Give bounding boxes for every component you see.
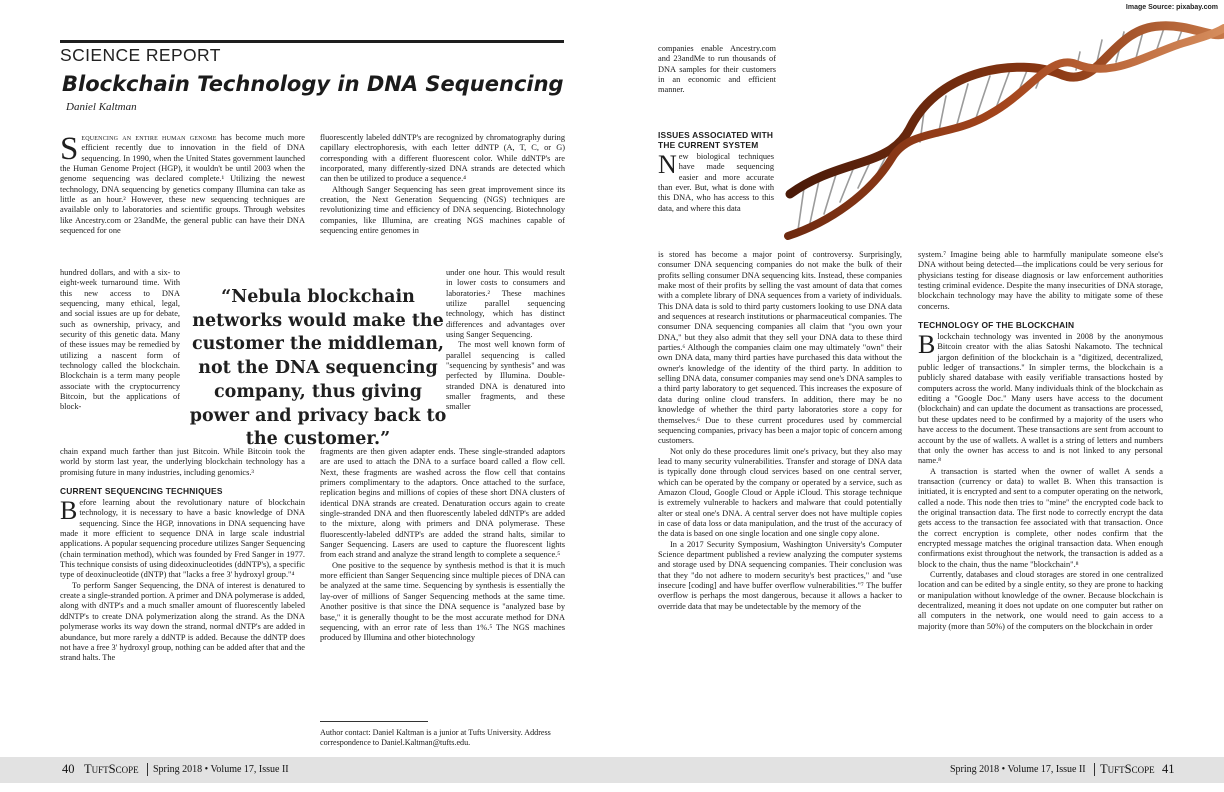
issues-paragraph-3: Not only do these procedures limit one's privacy, but they also may lead to many security vulnerabilities. Transfer and storage of DNA data is typically done through cloud services based on one central server, which can be operated by the company or operated by a service, such as Amazon Cloud, Google Cloud or Apple iCloud. This storage technique is extremely vulnerable to hackers and malware that could potentially alter or steal one's DNA. A central server does not have multiple copies in case of data loss or data manipulation, and the trust of the accuracy of the data is based on one single location and one single copy alone. [658,446,902,539]
dna-strand-front [788,28,1224,236]
dna-helix-image [780,8,1224,248]
col1-continued [60,447,305,752]
dropcap: S [60,133,79,167]
colB-paragraph-0: system.⁷ Imagine being able to harmfully manipulate someone else's DNA without being detected—the implications could be very serious for physicians testing for disease diagnosis or law enforcement authorities testing criminal evidence. Despite the many insecurities of DNA storage, blockchain technology may have the ability to mitigate some of these concerns. [918,250,1163,311]
footer-right [612,757,1224,783]
dropcap: B [60,496,78,526]
footer-left [0,757,612,783]
dropcap: N [658,150,677,179]
col2-continued [320,447,565,715]
issue-info: Spring 2018 • Volume 17, Issue II [950,764,1086,775]
colA-top-paragraph: companies enable Ancestry.com and 23andMe to run thousands of DNA samples for their customers in an economic and efficient manner. [658,44,776,95]
dropcap: B [918,330,936,360]
contact-rule [320,721,428,722]
sequencing-paragraph-1: Before learning about the revolutionary nature of blockchain technology, it is necessary to have a basic knowledge of DNA sequencing. Since the HGP, innovations in DNA sequencing have made it more efficient to sequence DNA in large scale industrial applications. A popular sequencing procedure utilizes Sanger Sequencing (chain termination method), which was founded by Fred Sanger in 1977. This technique consists of using dideoxinucleotides (ddNTP's), a specific type of deoxinucleotide (dNTP) that "lacks a free 3' hydroxyl group."⁴ [60,496,305,580]
article-author: Daniel Kaltman [66,101,137,113]
issues-paragraph-2: is stored has become a major point of controversy. Surprisingly, consumer DNA sequencing companies do not make the bulk of their profits selling consumer DNA sequencing kits. Instead, these companies make most of their profits by selling the vast amount of data that comes with a complete library of DNA sequences from a variety of individuals. This DNA data is sold to third party customers looking to use DNA data and sequences at research institutions or pharmaceutical companies. The consumer DNA sequencing companies all claim that "you own your DNA," but they also admit that they sell your DNA data to these third parties.⁶ Although the companies claim one may ultimately "own" their own DNA data, many third parties have purchased this data without the owner's knowledge of the identity of the third party. In addition to selling DNA data, consumer companies may send one's DNA samples to a third party laboratory to get sequenced. This increases the exposure of data during online cloud transfers. In addition, there may be no knowledge of whether the third party laboratories store a copy for themselves.⁶ Due to these current procedures used by commercial sequencing companies, privacy has been a major topic of concern among customers. [658,250,902,446]
blockchain-paragraph-1: Blockchain technology was invented in 2008 by the anonymous Bitcoin creator with the alias Satoshi Nakamoto. The technical jargon definition of the blockchain is a "digitized, decentralized, public ledger of transactions." In simpler terms, the blockchain is a publicly shared database with easily verifiable transactions hosted by computers across the world. Many individuals think of the blockchain as editing a "Google Doc." Many users have access to the document (blockchain) and can update the document as transactions are processed, but these updates need to be confirmed by a majority of the users who have access to the document. These transactions are sent from account to account by the use of wallets. A wallet is a string of letters and numbers that only the owner has access to and is not linked to any personal name.⁸ [918,330,1163,466]
col2-narrow [446,268,565,450]
col2-paragraph-4: One positive to the sequence by synthesis method is that it is much more efficient than Sanger Sequencing since multiple pieces of DNA can be analyzed at the same time. Sequencing by synthesis is essentially the lay-over of millions of Sanger Sequencing methods at the same time. Another positive is that since the DNA sequence is "analyzed base by base," it is generally thought to be the most accurate method for DNA sequencing, with an error rate of less than 1%.⁵ The NGS machines produced by Illumina and other biotechnology [320,560,565,643]
col1-intro [60,133,305,269]
col2-paragraph-2: Although Sanger Sequencing has seen great improvement since its creation, the Next Generation Sequencing (NGS) techniques are revolutionizing time and efficiency of DNA sequencing. Biotechnology companies, like Illumina, are creating NGS machines capable of sequencing entire genomes in [320,184,565,236]
sequencing-paragraph-2: To perform Sanger Sequencing, the DNA of interest is denatured to create a single-stranded portion. A primer and DNA polymerase is added, along with dNTP's and a much smaller amount of fluorescently labeled ddNTP's to create DNA polymerization along the strand. As the DNA polymerase works its way down the strand, normal dNTP's are added in abundance, but more rarely a ddNTP is added. Because the ddNTP does not have a free 3' hydroxyl group, nothing can be added after that and the strand halts. The [60,580,305,663]
col1-narrow [60,268,180,450]
journal-brand: TuftScope [1100,762,1155,776]
blockchain-paragraph-2: A transaction is started when the owner of wallet A sends a transaction (currency or data) to wallet B. When this transaction is initiated, it is encrypted and sent to a computer operating on the network, called a node. This node then tries to "mine" the encrypted code back to the original transaction data. The first node to correctly encrypt the data gets access to the transaction fee associated with that transaction. Once the correct encryption is complete, other nodes confirm that the encrypted message matches the original transaction data. When enough confirmations exist throughout the network, the transaction is added as a block to the chain, thus the name "blockchain".⁸ [918,466,1163,569]
col2-paragraph-1: fluorescently labeled ddNTP's are recognized by chromatography during capillary electrophoresis, with each letter ddNTP (A, T, C, or G) corresponding with a different fluorescent color. While ddNTP's are incorporated, many differently-sized DNA strands are detected which can then be utilized to produce a sequence.⁴ [320,133,565,184]
col2-paragraph-3: fragments are then given adapter ends. These single-stranded adaptors are are used to attach the DNA to a surface board called a flow cell. Next, these fragments are washed across the flow cell that contains primers complimentary to the adaptors. Once attached to the surface, replication begins and millions of copies of these short DNA clusters of identical DNA strands are created. Denaturation occurs again to create single-stranded DNA and then fluorescently labeled ddNTP's are added to the mixture, along with primers and DNA polymerase. These fluorescently-labeled ddNTP's are added the strand halts, similar to Sanger Sequencing. Lasers are used to capture the fluorescent lights from each strand and analyze the strand length to complete a sequence.⁵ [320,447,565,560]
colA-narrow-top [658,44,776,120]
footer-divider [1094,763,1095,776]
subhead-current-sequencing: CURRENT SEQUENCING TECHNIQUES [60,486,223,497]
right-page [612,0,1224,792]
image-source: Image Source: pixabay.com [1125,4,1218,11]
pull-quote: “Nebula blockchain networks would make the customer the middleman, not the DNA sequencing company, thus giving power and privacy back to the customer.” [189,287,447,450]
page-number: 40 [62,762,75,776]
issues-paragraph-1: New biological techniques have made sequencing easier and more accurate than ever. But, what is done with this DNA, who has access to this data, and where this data [658,150,774,213]
footer-divider [147,763,148,776]
colB [918,250,1163,752]
section-rule [60,40,564,43]
subhead-blockchain: TECHNOLOGY OF THE BLOCKCHAIN [918,320,1075,331]
colA-wide [658,250,902,752]
section-label: SCIENCE REPORT [60,45,221,65]
subhead-issues: ISSUES ASSOCIATED WITH THE CURRENT SYSTEM [658,130,774,150]
colA-narrow-issues [658,122,774,250]
col2-top [320,133,565,269]
col2-narrow-paragraph-1: under one hour. This would result in lower costs to consumers and laboratories.² These machines utilize parallel sequencing technology, which has distinct differences and advantages over using Sanger Sequencing. [446,268,565,340]
issue-info: Spring 2018 • Volume 17, Issue II [153,764,289,775]
blockchain-paragraph-3: Currently, databases and cloud storages are stored in one centralized location and can be edited by a single entity, so they are prone to hacking or manipulation without knowledge of the owner. Because blockchain is decentralized, meaning it does not update on one computer but rather on all computers in the network, one would need to gain access to a majority (more than 50%) of the computers on the blockchain in order [918,569,1163,631]
page-number: 41 [1162,762,1175,776]
narrow-paragraph: hundred dollars, and with a six- to eight-week turnaround time. With this new access to DNA sequencing, many ethical, legal, and social issues are up for debate, such as ownership, privacy, and security of this genetic data. Many of these issues may be remedied by utilizing a nascent form of technology called the blockchain. Blockchain is a term many people associate with the cryptocurrency Bitcoin, but the applications of block- [60,268,180,412]
col2-narrow-paragraph-2: The most well known form of parallel sequencing is called "sequencing by synthesis" and was perfected by Illumina. Double-stranded DNA is denatured into smaller fragments, and these smaller [446,340,565,412]
journal-brand: TuftScope [84,762,139,776]
intro-paragraph: Sequencing an entire human genome has become much more efficient recently due to innovation in the field of DNA sequencing. In 1990, when the United States government launched the Human Genome Project (HGP), it wouldn't be until 2003 when the genome sequencing was declared complete.¹ Utilizing the newest technology, DNA sequencing by genetics company Illumina can take as little as an hour.² However, these new sequencing techniques are available only to laboratories and scientific groups. Through websites like Ancestry.com or 23andMe, the general public can have their DNA sequenced for one [60,133,305,236]
article-title: Blockchain Technology in DNA Sequencing [62,72,564,96]
genomics-paragraph: chain expand much farther than just Bitcoin. While Bitcoin took the world by storm last year, the underlying blockchain technology has a promising future in many industries, including genomics.³ [60,447,305,477]
issues-paragraph-4: In a 2017 Security Symposium, Washington University's Computer Science department published a review analyzing the computer systems and storage used by DNA sequencing companies. Their conclusion was that they "do not adhere to modern security's best practices," and "use insecure [coding] and have buffer overflow vulnerabilities."⁷ The buffer overflow is perhaps the most dangerous, because it allows a hacker to override data that may be undetectable by the memory of the [658,539,902,611]
author-contact: Author contact: Daniel Kaltman is a junior at Tufts University. Address correspondence to Daniel.Kaltman@tufts.edu. [320,728,551,748]
